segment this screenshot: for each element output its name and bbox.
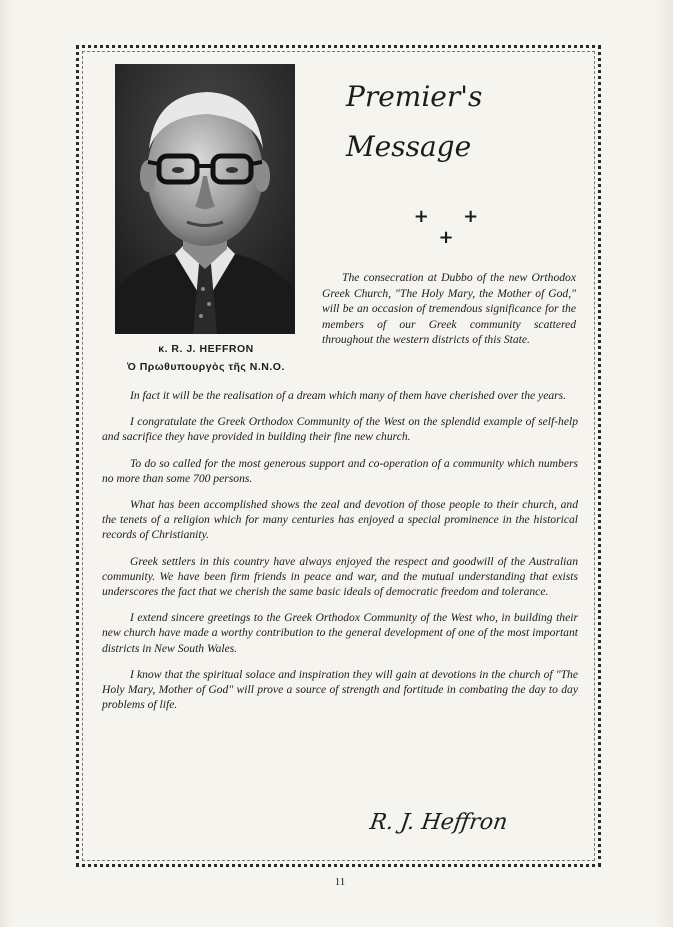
paragraph: I extend sincere greetings to the Greek Orthodox Community of the West who, in building their new church have made a worthy contribution to the general development of one of the most important districts in New South Wales.: [102, 611, 578, 655]
message-body: [102, 388, 578, 723]
title-line-1: Premier's: [346, 80, 483, 113]
page-title: [340, 72, 560, 172]
portrait-illustration: [115, 64, 295, 334]
title-line-2: Message: [346, 130, 472, 163]
paragraph: Greek settlers in this country have always enjoyed the respect and goodwill of the Australian community. We have been firm friends in peace and war, and the mutual understanding that exists underscores the fact that we cherish the same basic ideals of democratic freedom and tolerance.: [102, 554, 578, 599]
cross-ornament: + + +: [413, 206, 493, 248]
paragraph: In fact it will be the realisation of a dream which many of them have cherished over the years.: [130, 389, 567, 402]
caption-name: κ. R. J. HEFFRON: [158, 343, 254, 355]
paragraph: I know that the spiritual solace and inspiration they will gain at devotions in the church of "The Holy Mary, Mother of God" will prove a source of strength and fortitude in combating the day to day problems of life.: [102, 667, 578, 712]
paragraph: To do so called for the most generous support and co-operation of a community which numbers no more than some 700 persons.: [102, 456, 578, 485]
signature: R. J. Heffron: [368, 810, 510, 835]
paragraph: What has been accomplished shows the zeal and devotion of those people to their church, and the tenets of a religion which for many centuries has enjoyed a special prominence in the historical records of Christianity.: [102, 498, 578, 542]
page-number: 11: [334, 876, 346, 888]
portrait-caption: [100, 340, 312, 376]
portrait-photo: [115, 64, 295, 334]
paragraph: I congratulate the Greek Orthodox Community of the West on the splendid example of self-help and sacrifice they have provided in building their fine new church.: [102, 415, 578, 444]
intro-paragraph: The consecration at Dubbo of the new Orthodox Greek Church, "The Holy Mary, the Mother of God," will be an occasion of tremendous significance for the members of our Greek community scattered throughout the western districts of this State.: [322, 271, 576, 347]
caption-role: Ὁ Πρωθυπουργὸς τῆς N.N.O.: [127, 361, 285, 373]
